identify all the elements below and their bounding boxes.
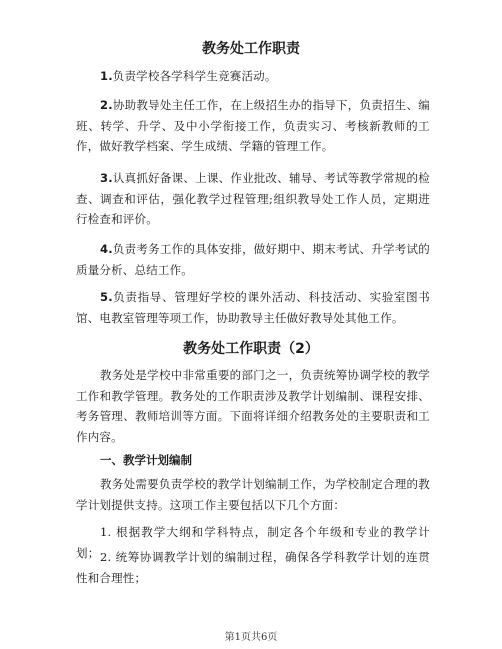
sub-item-1: 1. 根据教学大纲和学科特点，制定各个年级和专业的教学计划； [76,525,430,560]
intro-paragraph: 教务处是学校中非常重要的部门之一，负责统筹协调学校的教学工作和教学管理。教务处的工作职责涉及教学计划编制、课程安排、考务管理、教师培训等方面。下面将详细介绍教务处的主要职责和工作内容。 [76,368,430,444]
item-text: 协助教导处主任工作，在上级招生办的指导下，负责招生、编班、转学、升学、及中小学衔接工作，负责实习、考核新教师的工作，做好教学档案、学生成绩、学籍的管理工作。 [76,98,430,153]
item-number: 1. [100,69,113,83]
item-text: 认真抓好备课、上课、作业批改、辅导、考试等教学常规的检查、调查和评估，强化教学过程管理;组织教导处工作人员，定期进行检查和评价。 [76,171,430,226]
page-footer: 第1页共6页 [224,632,278,643]
duty-item-5 [76,287,430,328]
item-number: 5. [100,290,113,304]
duty-item-4 [76,239,430,280]
sub-item-2: 2. 统筹协调教学计划的编制过程，确保各学科教学计划的连贯性和合理性； [76,550,430,585]
item-number: 4. [100,242,113,256]
item-text: 负责学校各学科学生竞赛活动。 [112,69,277,83]
item-text: 负责考务工作的具体安排，做好期中、期末考试、升学考试的质量分析、总结工作。 [76,242,430,277]
duty-item-3 [76,168,430,230]
duty-item-2 [76,95,430,157]
item-number: 3. [100,171,113,185]
item-number: 2. [100,98,113,112]
section-intro-paragraph: 教务处需要负责学校的教学计划编制工作，为学校制定合理的教学计划提供支持。这项工作主要包括以下几个方面： [76,477,430,512]
document-title: 教务处工作职责 [202,41,300,57]
section-title-2: 教务处工作职责（2） [183,341,319,357]
item-text: 负责指导、管理好学校的课外活动、科技活动、实验室图书馆、电教室管理等项工作，协助教导主任做好教导处其他工作。 [76,290,430,325]
section-heading: 一、教学计划编制 [100,453,192,467]
duty-item-1 [76,66,430,87]
